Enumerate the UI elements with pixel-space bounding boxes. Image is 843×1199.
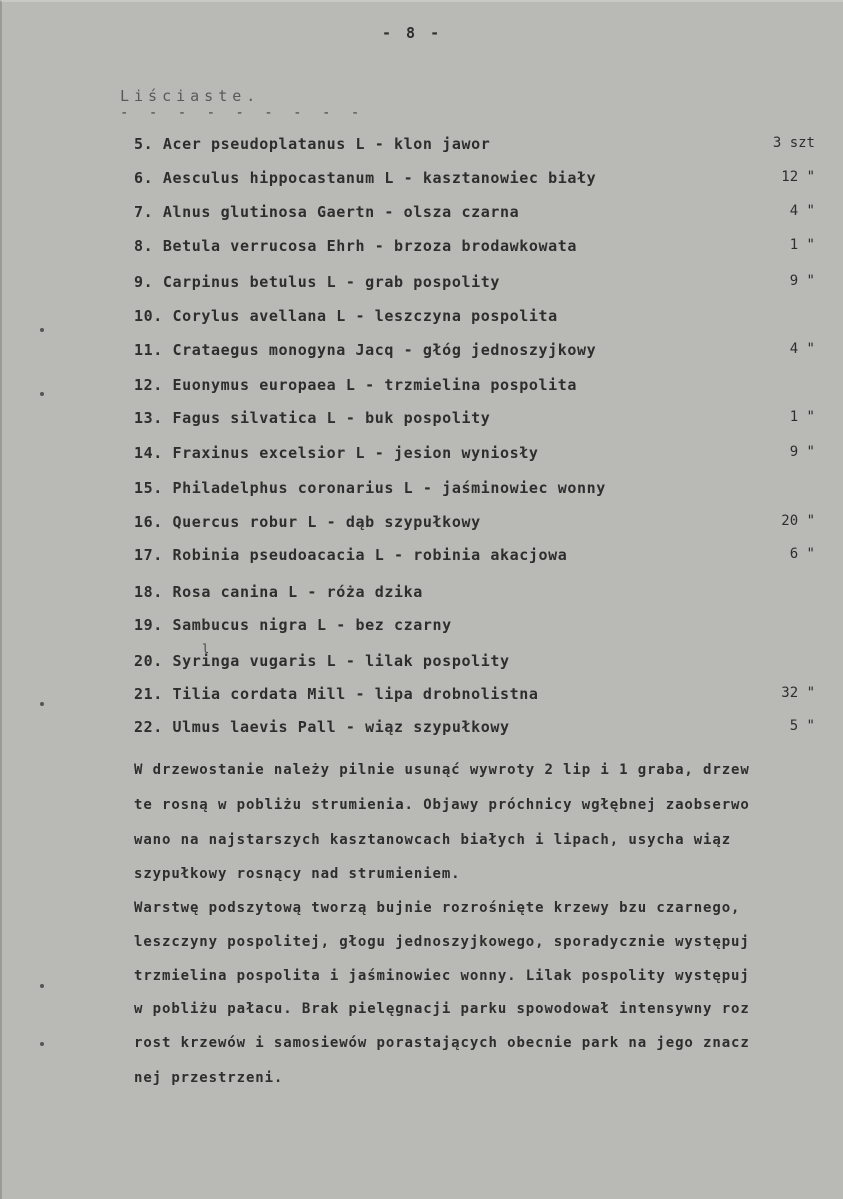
species-row xyxy=(2,135,843,159)
species-row xyxy=(2,616,843,640)
species-text: 9. Carpinus betulus L - grab pospolity xyxy=(134,273,500,291)
species-qty: 4 " xyxy=(789,203,815,219)
punch-hole-mark xyxy=(40,392,44,396)
species-qty: 1 " xyxy=(789,237,815,253)
species-row xyxy=(2,479,843,503)
species-text: 22. Ulmus laevis Pall - wiąz szypułkowy xyxy=(134,718,510,736)
species-text: 13. Fagus silvatica L - buk pospolity xyxy=(134,409,491,427)
species-text: 8. Betula verrucosa Ehrh - brzoza brodawkowata xyxy=(134,237,578,255)
paragraph-line: rost krzewów i samosiewów porastających obecnie park na jego znacz xyxy=(134,1035,750,1051)
species-qty: 1 " xyxy=(789,409,815,425)
species-row xyxy=(2,376,843,400)
species-text: 21. Tilia cordata Mill - lipa drobnolistna xyxy=(134,685,539,703)
species-text: 7. Alnus glutinosa Gaertn - olsza czarna xyxy=(134,203,520,221)
species-qty: 20 " xyxy=(781,513,815,529)
species-text: 18. Rosa canina L - róża dzika xyxy=(134,583,423,601)
species-row xyxy=(2,273,843,297)
paragraph-line: leszczyny pospolitej, głogu jednoszyjkowego, sporadycznie występuj xyxy=(134,934,750,950)
punch-hole-mark xyxy=(40,984,44,988)
paragraph-line: szypułkowy rosnący nad strumieniem. xyxy=(134,866,461,882)
punch-hole-mark xyxy=(40,328,44,332)
paragraph-line: nej przestrzeni. xyxy=(134,1070,284,1086)
species-row xyxy=(2,652,843,676)
paragraph-line: te rosną w pobliżu strumienia. Objawy próchnicy wgłębnej zaobserwo xyxy=(134,797,750,813)
paragraph-line: trzmielina pospolita i jaśminowiec wonny. Lilak pospolity występuj xyxy=(134,968,750,984)
species-row xyxy=(2,583,843,607)
species-text: 10. Corylus avellana L - leszczyna pospolita xyxy=(134,307,558,325)
species-row xyxy=(2,513,843,537)
punch-hole-mark xyxy=(40,1042,44,1046)
species-qty: 3 szt xyxy=(772,135,815,151)
species-text: 16. Quercus robur L - dąb szypułkowy xyxy=(134,513,481,531)
species-text: 5. Acer pseudoplatanus L - klon jawor xyxy=(134,135,491,153)
species-row xyxy=(2,341,843,365)
paragraph-line: Warstwę podszytową tworzą bujnie rozrośnięte krzewy bzu czarnego, xyxy=(134,900,741,916)
species-text: 19. Sambucus nigra L - bez czarny xyxy=(134,616,452,634)
heading-underline: - - - - - - - - - xyxy=(120,105,366,121)
species-qty: 9 " xyxy=(789,444,815,460)
species-row xyxy=(2,237,843,261)
species-text: 14. Fraxinus excelsior L - jesion wyniosły xyxy=(134,444,539,462)
species-text: 6. Aesculus hippocastanum L - kasztanowiec biały xyxy=(134,169,597,187)
species-row xyxy=(2,685,843,709)
species-text: 11. Crataegus monogyna Jacq - głóg jednoszyjkowy xyxy=(134,341,597,359)
paragraph-line: wano na najstarszych kasztanowcach białych i lipach, usycha wiąz xyxy=(134,832,732,848)
paragraph-line: W drzewostanie należy pilnie usunąć wywroty 2 lip i 1 graba, drzew xyxy=(134,762,750,778)
species-text: 20. Syringa vugaris L - lilak pospolity xyxy=(134,652,510,670)
species-row xyxy=(2,718,843,742)
species-text: 15. Philadelphus coronarius L - jaśminowiec wonny xyxy=(134,479,606,497)
page-number: - 8 - xyxy=(382,24,443,42)
species-qty: 4 " xyxy=(789,341,815,357)
species-qty: 6 " xyxy=(789,546,815,562)
species-row xyxy=(2,546,843,570)
species-row xyxy=(2,444,843,468)
species-qty: 12 " xyxy=(781,169,815,185)
species-row xyxy=(2,409,843,433)
species-text: 17. Robinia pseudoacacia L - robinia akacjowa xyxy=(134,546,568,564)
species-qty: 32 " xyxy=(781,685,815,701)
handwritten-correction-mark: l xyxy=(202,642,210,656)
species-row xyxy=(2,307,843,331)
species-row xyxy=(2,203,843,227)
species-qty: 5 " xyxy=(789,718,815,734)
species-row xyxy=(2,169,843,193)
species-text: 12. Euonymus europaea L - trzmielina pospolita xyxy=(134,376,578,394)
paragraph-line: w pobliżu pałacu. Brak pielęgnacji parku spowodował intensywny roz xyxy=(134,1001,750,1017)
species-qty: 9 " xyxy=(789,273,815,289)
punch-hole-mark xyxy=(40,702,44,706)
section-heading: Liściaste. xyxy=(120,87,261,105)
